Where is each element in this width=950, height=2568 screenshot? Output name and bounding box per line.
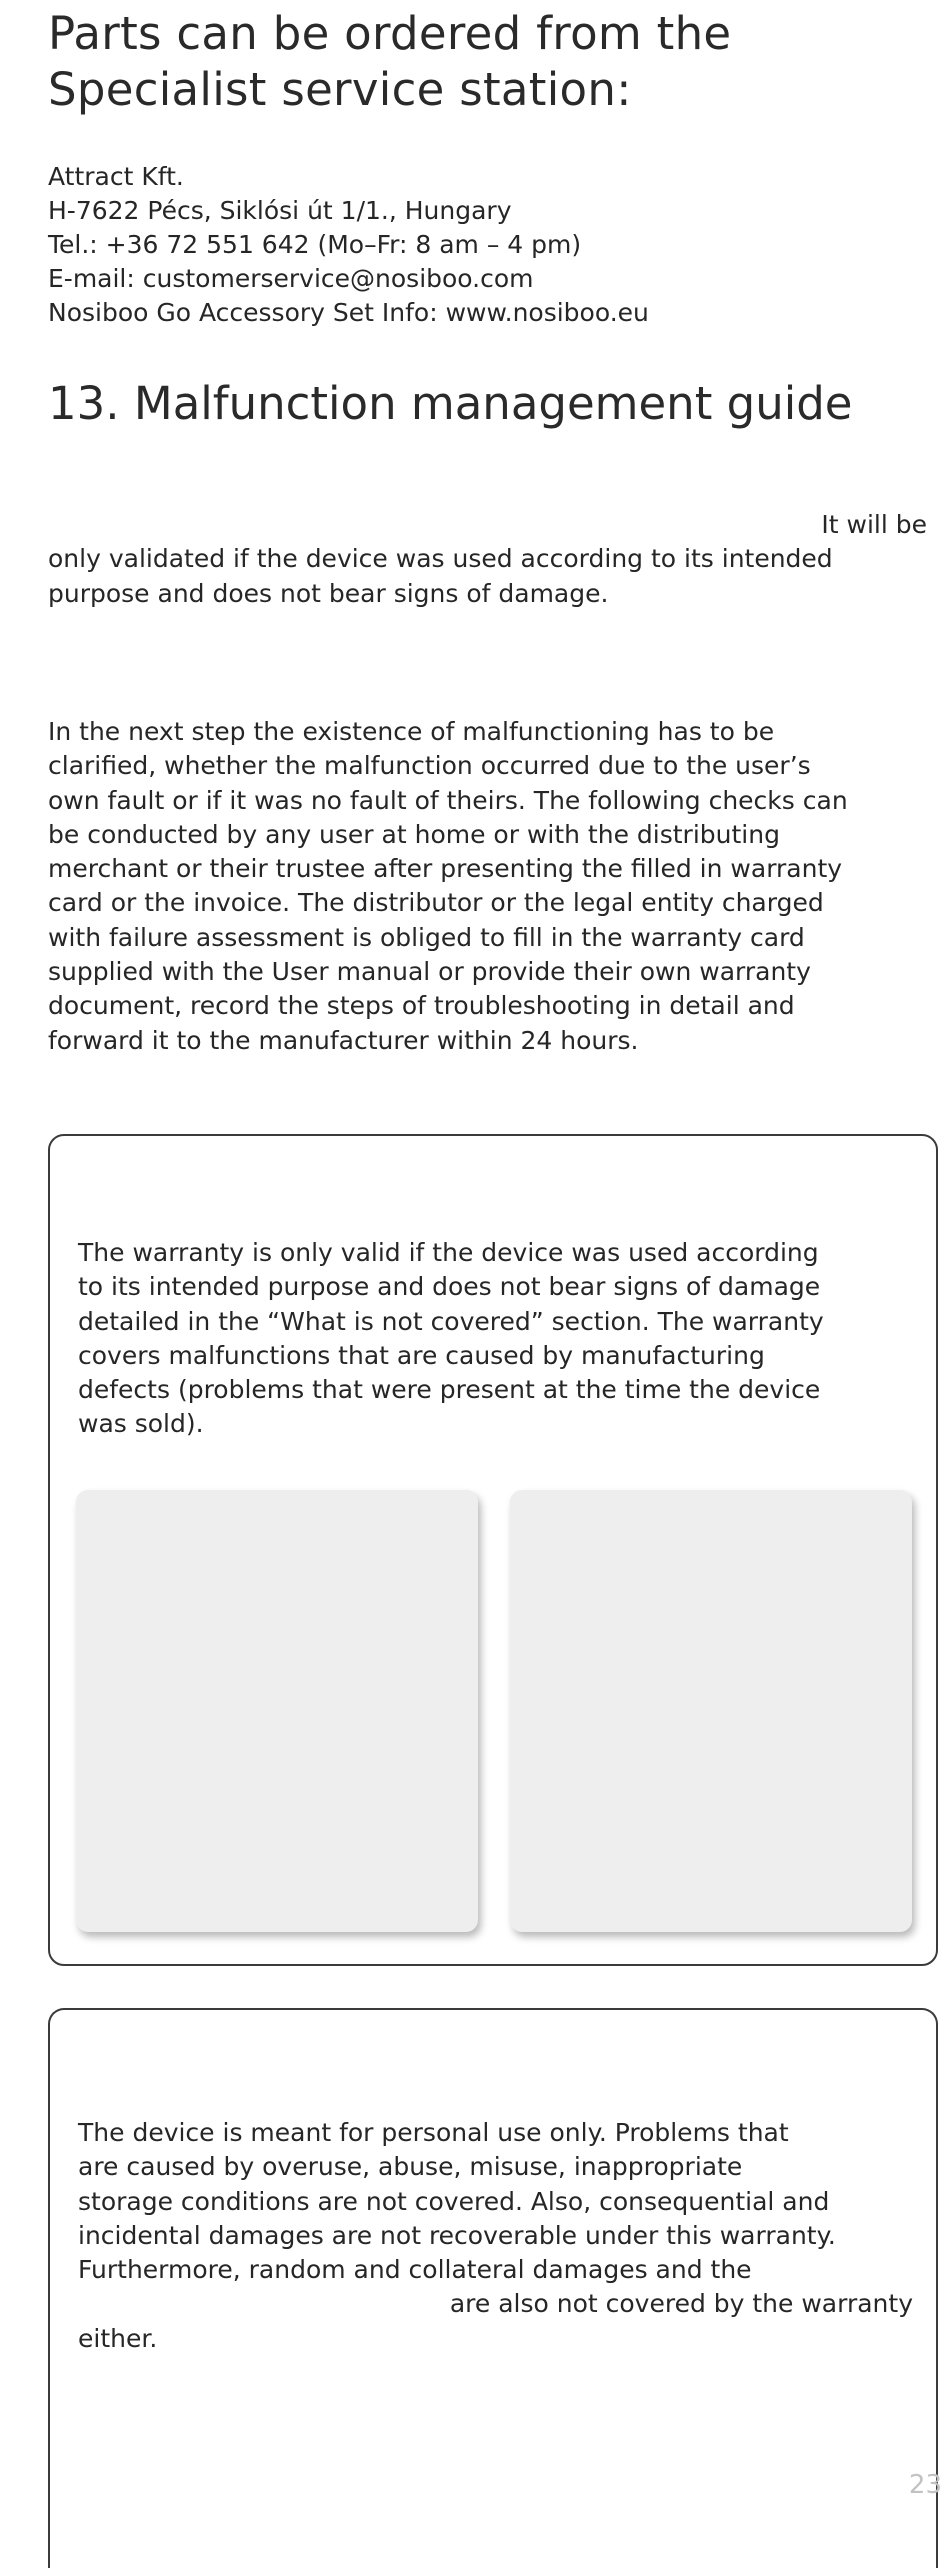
page-number: 23 <box>908 2470 942 2500</box>
check-line: document, record the steps of troubleshooting in detail and <box>48 991 795 1021</box>
warranty-line: covers malfunctions that are caused by manufacturing <box>78 1340 765 1370</box>
exclusion-line: storage conditions are not covered. Also, consequential and <box>78 2186 830 2216</box>
contact-block <box>48 160 649 330</box>
check-line: clarified, whether the malfunction occurred due to the user’s <box>48 751 811 781</box>
exclusion-line-6-tail: are also not covered by the warranty <box>449 2289 913 2319</box>
exclusions-box <box>48 2008 938 2568</box>
check-line: be conducted by any user at home or with the distributing <box>48 819 780 849</box>
warranty-line: The warranty is only valid if the device was used according <box>78 1238 819 1267</box>
company-email: E-mail: customerservice@nosiboo.com <box>48 264 534 293</box>
page-heading <box>48 6 731 118</box>
exclusion-line: are caused by overuse, abuse, misuse, inappropriate <box>78 2152 743 2182</box>
check-line: forward it to the manufacturer within 24 hours. <box>48 1025 639 1055</box>
validation-line-1: It will be <box>821 510 927 539</box>
check-line: merchant or their trustee after presenting the filled in warranty <box>48 854 843 884</box>
check-line: card or the invoice. The distributor or the legal entity charged <box>48 888 824 918</box>
check-line: with failure assessment is obliged to fill in the warranty card <box>48 922 805 952</box>
company-phone: Tel.: +36 72 551 642 (Mo–Fr: 8 am – 4 pm) <box>48 230 582 259</box>
warranty-line: defects (problems that were present at the time the device <box>78 1375 821 1405</box>
check-line: In the next step the existence of malfunctioning has to be <box>48 717 775 746</box>
section-title: 13. Malfunction management guide <box>48 377 853 430</box>
company-name: Attract Kft. <box>48 162 184 191</box>
check-line: supplied with the User manual or provide their own warranty <box>48 957 811 987</box>
check-paragraph <box>48 715 928 1058</box>
exclusion-line: incidental damages are not recoverable under this warranty. <box>78 2220 836 2250</box>
company-info: Nosiboo Go Accessory Set Info: www.nosiboo.eu <box>48 298 649 327</box>
validation-line-2: only validated if the device was used according to its intended <box>48 544 833 574</box>
warranty-line: to its intended purpose and does not bear signs of damage <box>78 1272 821 1302</box>
warranty-validity-text <box>78 1236 913 1442</box>
warranty-line: was sold). <box>78 1409 204 1439</box>
warranty-validity-box <box>48 1134 938 1966</box>
image-placeholder-left <box>76 1490 478 1932</box>
heading-line-2: Specialist service station: <box>48 63 632 116</box>
check-line: own fault or if it was no fault of theirs. The following checks can <box>48 785 848 815</box>
validation-line-3: purpose and does not bear signs of damage. <box>48 578 609 608</box>
exclusion-line-6 <box>78 2287 913 2321</box>
warranty-line: detailed in the “What is not covered” section. The warranty <box>78 1306 824 1336</box>
exclusion-line-7: either. <box>78 2323 158 2353</box>
validation-paragraph <box>48 508 928 611</box>
heading-line-1: Parts can be ordered from the <box>48 7 732 60</box>
exclusions-text <box>78 2116 913 2356</box>
image-placeholder-right <box>510 1490 912 1932</box>
exclusion-line: Furthermore, random and collateral damages and the <box>78 2255 752 2285</box>
exclusion-line: The device is meant for personal use only. Problems that <box>78 2118 789 2147</box>
company-address: H-7622 Pécs, Siklósi út 1/1., Hungary <box>48 196 512 225</box>
